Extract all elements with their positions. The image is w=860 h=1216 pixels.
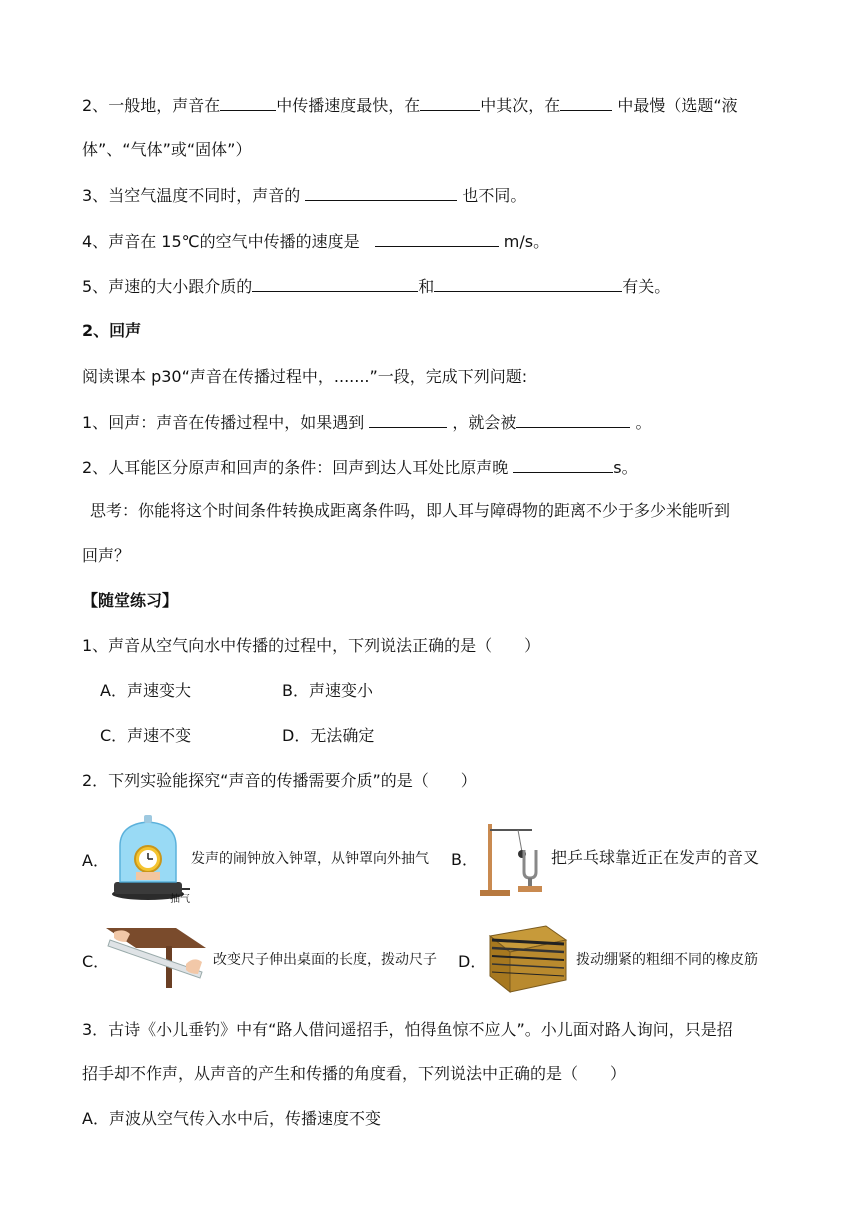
practice-heading: 【随堂练习】 — [82, 591, 179, 610]
option-a-text: 发声的闹钟放入钟罩，从钟罩向外抽气 — [191, 851, 429, 867]
option-c[interactable]: C．声速不变 — [100, 726, 192, 745]
question-5: 5、声速的大小跟介质的 和 有关。 — [82, 277, 671, 296]
practice-question-3: 3．古诗《小儿垂钓》中有“路人借问遥招手，怕得鱼惊不应人”。小儿面对路人询问，只是招 — [82, 1020, 733, 1039]
answer-blank[interactable] — [420, 94, 480, 111]
option-b-label[interactable]: B． — [451, 850, 478, 869]
ruler-image — [106, 928, 206, 990]
answer-blank[interactable] — [252, 275, 418, 292]
tuning-fork-icon — [478, 820, 546, 900]
think-prompt: 思考：你能将这个时间条件转换成距离条件吗，即人耳与障碍物的距离不少于多少米能听到 — [90, 501, 731, 520]
option-c-label[interactable]: C． — [82, 952, 110, 971]
option-b-text: 把乒乓球靠近正在发声的音叉 — [551, 848, 760, 867]
answer-blank[interactable] — [513, 456, 613, 473]
option-c-text: 改变尺子伸出桌面的长度，拨动尺子 — [213, 952, 437, 968]
ruler-icon — [106, 928, 206, 990]
question-3: 3、当空气温度不同时，声音的 也不同。 — [82, 186, 527, 205]
section-heading-echo: 2、回声 — [82, 321, 142, 340]
answer-blank[interactable] — [305, 184, 457, 201]
bell-jar-image — [108, 812, 192, 908]
tuning-fork-image — [478, 820, 546, 900]
practice-question-2: 2．下列实验能探究“声音的传播需要介质”的是（ ） — [82, 771, 477, 790]
answer-blank[interactable] — [375, 230, 499, 247]
answer-blank[interactable] — [369, 411, 447, 428]
answer-blank[interactable] — [220, 94, 276, 111]
option-d[interactable]: D．无法确定 — [282, 726, 375, 745]
answer-blank[interactable] — [560, 94, 612, 111]
answer-blank[interactable] — [434, 275, 622, 292]
option-a[interactable]: A．声速变大 — [100, 681, 191, 700]
practice-question-3-continued: 招手却不作声，从声音的产生和传播的角度看，下列说法中正确的是（ ） — [82, 1064, 627, 1083]
question-2: 2、一般地，声音在 中传播速度最快，在 中其次，在 中最慢（选题“液 — [82, 96, 738, 115]
practice-question-3-option-a[interactable]: A．声波从空气传入水中后，传播速度不变 — [82, 1109, 381, 1128]
think-prompt-continued: 回声？ — [82, 546, 131, 565]
echo-question-2: 2、人耳能区分原声和回声的条件：回声到达人耳处比原声晚 s。 — [82, 458, 638, 477]
rubber-band-box-icon — [486, 920, 568, 996]
practice-question-1: 1、声音从空气向水中传播的过程中，下列说法正确的是（ ） — [82, 636, 541, 655]
option-a-label[interactable]: A． — [82, 851, 109, 870]
option-d-label[interactable]: D． — [458, 952, 487, 971]
option-d-text: 拨动绷紧的粗细不同的橡皮筋 — [576, 952, 758, 968]
reading-instruction: 阅读课本 p30“声音在传播过程中，.......”一段，完成下列问题: — [82, 367, 528, 386]
question-2-continued: 体”、“气体”或“固体”） — [82, 140, 252, 159]
echo-question-1: 1、回声：声音在传播过程中，如果遇到 ，就会被 。 — [82, 413, 652, 432]
pump-caption: 抽气 — [170, 894, 190, 905]
answer-blank[interactable] — [516, 411, 630, 428]
question-4: 4、声音在 15℃的空气中传播的速度是 m/s。 — [82, 232, 550, 251]
option-b[interactable]: B．声速变小 — [282, 681, 373, 700]
rubber-band-box-image — [486, 920, 568, 996]
